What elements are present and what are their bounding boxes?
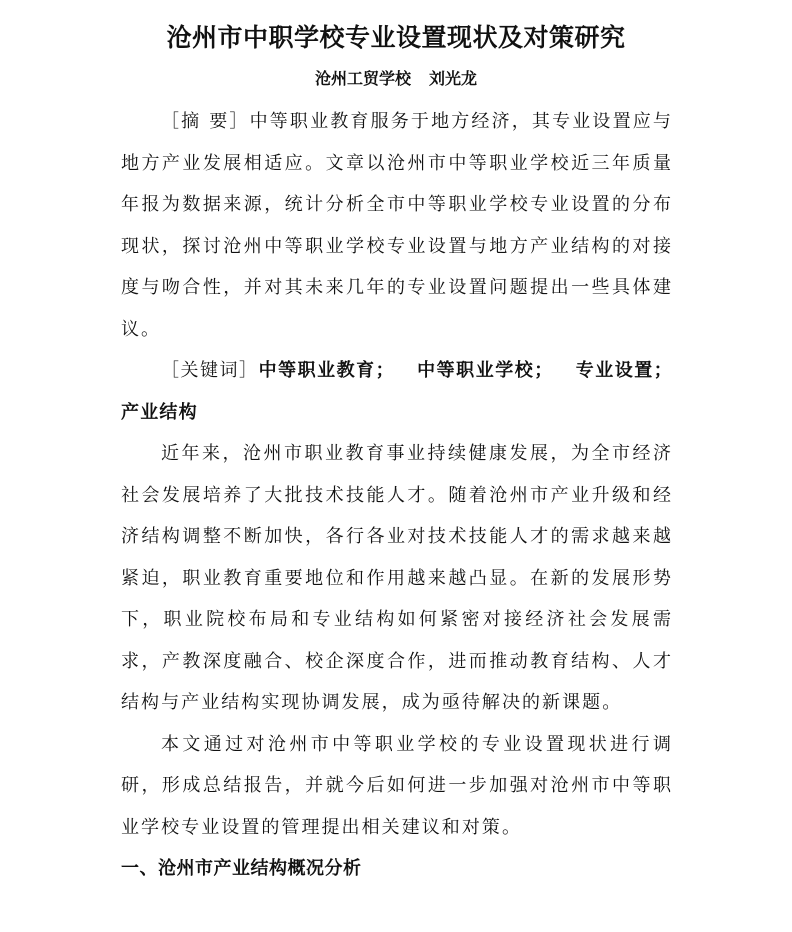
author-name: 刘光龙: [429, 69, 478, 88]
abstract-text: 中等职业教育服务于地方经济，其专业设置应与地方产业发展相适应。文章以沧州市中等职业学校近三年质量年报为数据来源，统计分析全市中等职业学校专业设置的分布现状，探讨沧州中等职业学校专业设置与地方产业结构的对接度与吻合性，并对其未来几年的专业设置问题提出一些具体建议。: [121, 111, 673, 340]
document-body: [121, 101, 673, 890]
keyword-item: 专业设置；: [575, 360, 673, 381]
keyword-item: 中等职业学校；: [416, 360, 554, 381]
keywords-paragraph: [121, 350, 673, 433]
keyword-item: 中等职业教育；: [258, 360, 395, 381]
author-school: 沧州工贸学校: [314, 69, 411, 88]
keyword-item: 产业结构: [121, 401, 198, 423]
document-title: 沧州市中职学校专业设置现状及对策研究: [166, 23, 626, 52]
body-paragraph: 近年来，沧州市职业教育事业持续健康发展，为全市经济社会发展培养了大批技术技能人才。随着沧州市产业升级和经济结构调整不断加快，各行各业对技术技能人才的需求越来越紧迫，职业教育重要地位和作用越来越凸显。在新的发展形势下，职业院校布局和专业结构如何紧密对接经济社会发展需求，产教深度融合、校企深度合作，进而推动教育结构、人才结构与产业结构实现协调发展，成为亟待解决的新课题。: [121, 443, 673, 713]
abstract-tag: ［摘 要］: [161, 111, 250, 132]
keywords-tag: ［关键词］: [161, 360, 259, 381]
abstract-paragraph: [121, 101, 673, 350]
body-paragraph: 本文通过对沧州市中等职业学校的专业设置现状进行调研，形成总结报告，并就今后如何进一步加强对沧州市中等职业学校专业设置的管理提出相关建议和对策。: [121, 733, 673, 838]
section-heading: 一、沧州市产业结构概况分析: [121, 858, 362, 879]
byline: [0, 64, 792, 94]
